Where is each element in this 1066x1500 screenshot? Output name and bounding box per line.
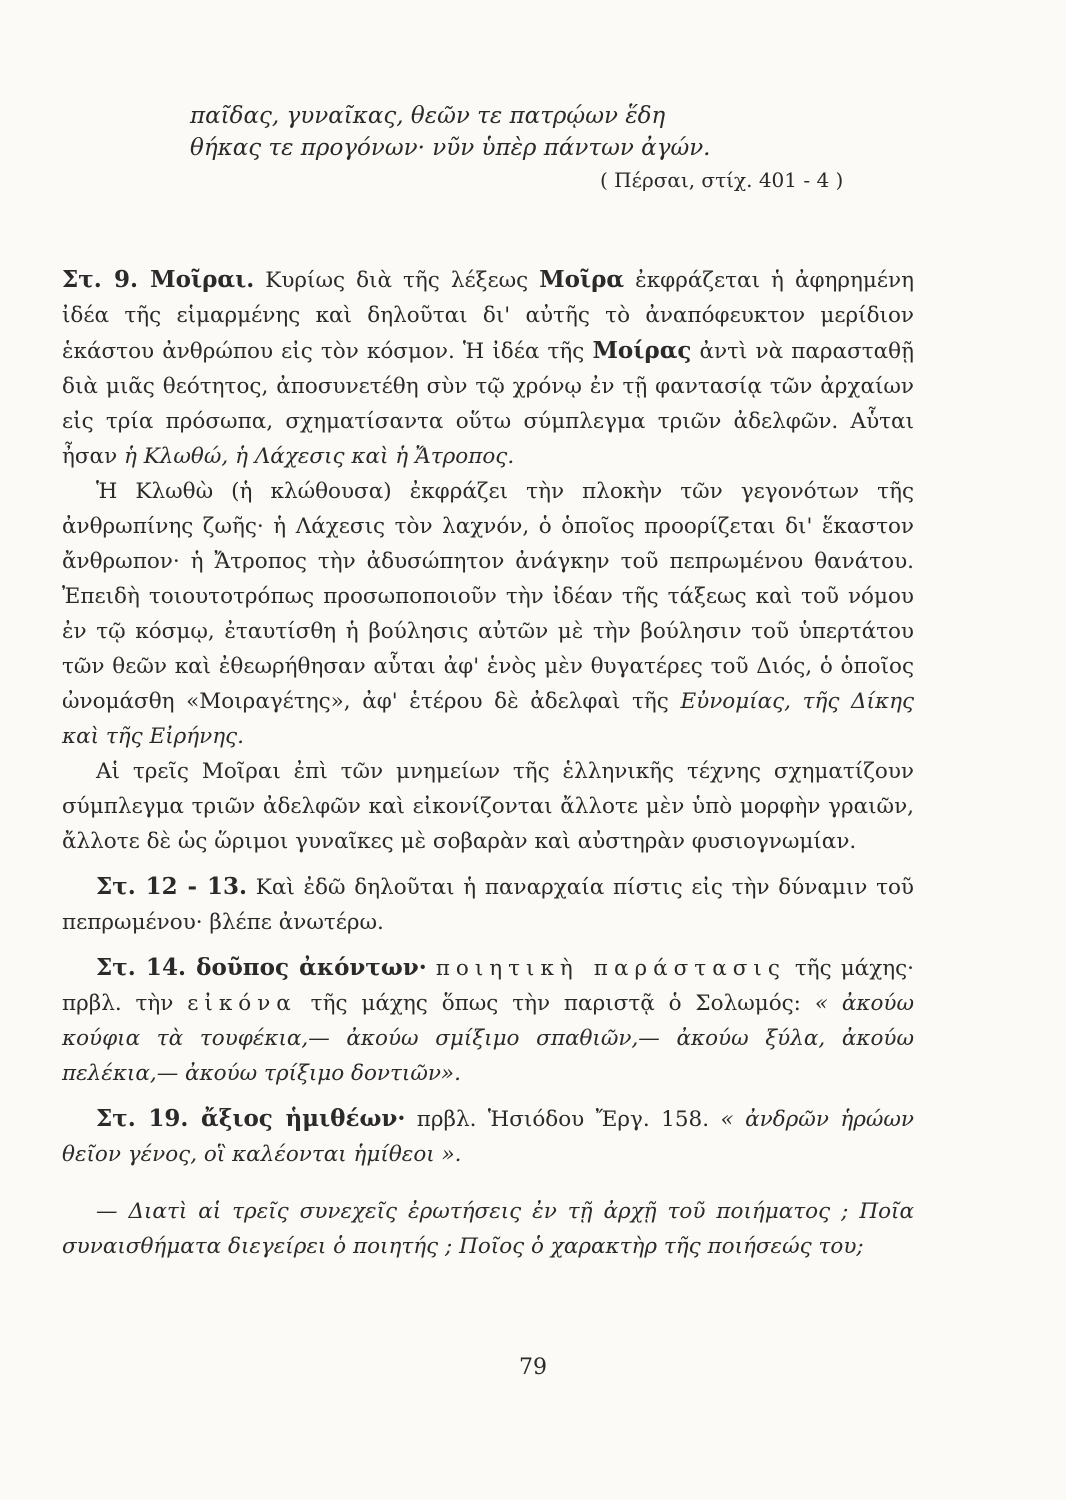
note-9-names: Εὐνομίας, τῆς Δίκης καὶ τῆς Εἰρήνης. [62, 689, 914, 749]
note-14-text: τῆς μάχης· πρβλ. τὴν [62, 956, 914, 1016]
note-9-text: ἐκφράζεται ἡ ἀφηρημένη ἰδέα τῆς εἱμαρμένης καὶ δηλοῦται δι' αὐτῆς τὸ ἀναπόφευκτον μερίδιον ἑκάστου ἀνθρώπου εἰς τὸν κόσμον. Ἡ ἰδέα τῆς [62, 268, 914, 364]
note-14 [62, 950, 914, 1091]
note-19-text: πρβλ. Ἡσιόδου Ἔργ. 158. [405, 1107, 721, 1132]
note-12-label: Στ. 12 - 13. [96, 873, 248, 900]
note-12 [62, 869, 914, 940]
note-9-term: Μοίρας [592, 337, 692, 364]
note-9-para-2 [62, 474, 914, 754]
note-14-quote: « ἀκούω κούφια τὰ τουφέκια,— ἀκούω σμίξιμο σπαθιῶν,— ἀκούω ξύλα, ἀκούω πελέκια,— ἀκούω τρίξιμο δοντιῶν». [62, 991, 915, 1086]
note-19-quote: « ἀνδρῶν ἡρώων θεῖον γένος, οἳ καλέονται ἡμίθεοι ». [62, 1107, 914, 1167]
note-9-label: Στ. 9. Μοῖραι. [62, 266, 255, 293]
note-19 [62, 1101, 914, 1172]
commentary [62, 262, 914, 1264]
note-9-text: Ἡ Κλωθὼ (ἡ κλώθουσα) ἐκφράζει τὴν πλοκὴν τῶν γεγονότων τῆς ἀνθρωπίνης ζωῆς· ἡ Λάχεσις τὸν λαχνόν, ὁ ὁποῖος προορίζεται δι' ἕκαστον ἄνθρωπον· ἡ Ἄτροπος τὴν ἀδυσώπητον ἀνάγκην τοῦ πεπρωμένου θανάτου. Ἐπειδὴ τοιουτοτρόπως προσωποποιοῦν τὴν ἰδέαν τῆς τάξεως καὶ τοῦ νόμου ἐν τῷ κόσμῳ, ἐταυτίσθη ἡ βούλησις αὐτῶν μὲ τὴν βούλησιν τοῦ ὑπερτάτου τῶν θεῶν καὶ ἐθεωρήθησαν αὗται ἀφ' ἑνὸς μὲν θυγατέρες τοῦ Διός, ὁ ὁποῖος ὠνομάσθη «Μοιραγέτης», ἀφ' ἑτέρου δὲ ἀδελφαὶ τῆς [62, 479, 914, 714]
page-number: 79 [519, 1355, 547, 1380]
note-9-term: Μοῖρα [539, 266, 625, 293]
study-questions: — Διατὶ αἱ τρεῖς συνεχεῖς ἐρωτήσεις ἐν τῇ ἀρχῇ τοῦ ποιήματος ; Ποῖα συναισθήματα διεγείρει ὁ ποιητής ; Ποῖος ὁ χαρακτὴρ τῆς ποιήσεώς του; [62, 1199, 914, 1259]
note-9-names: ἡ Κλωθώ, ἡ Λάχεσις καὶ ἡ Ἄτροπος. [123, 444, 515, 469]
note-9 [62, 262, 914, 474]
note-9-text: ἀντὶ νὰ παρασταθῇ διὰ μιᾶς θεότητος, ἀποσυνετέθη σὺν τῷ χρόνῳ ἐν τῇ φαντασίᾳ τῶν ἀρχαίων εἰς τρία πρόσωπα, σχηματίσαντα οὕτω σύμπλεγμα τριῶν ἀδελφῶν. Αὗται ἦσαν [62, 339, 914, 469]
note-14-text: τῆς μάχης ὅπως τὴν παριστᾷ ὁ Σολωμός: [296, 991, 815, 1016]
verse-line-1: παῖδας, γυναῖκας, θεῶν τε πατρῴων ἕδη [190, 103, 666, 129]
note-14-spaced-text: ποιητικὴ παράστασις [435, 956, 786, 981]
note-14-label: Στ. 14. δοῦπος ἀκόντων· [96, 954, 427, 981]
note-19-label: Στ. 19. ἄξιος ἡμιθέων· [96, 1105, 406, 1132]
note-9-para-3: Αἱ τρεῖς Μοῖραι ἐπὶ τῶν μνημείων τῆς ἑλληνικῆς τέχνης σχηματίζουν σύμπλεγμα τριῶν ἀδελφῶν καὶ εἰκονίζονται ἄλλοτε μὲν ὑπὸ μορφὴν γραιῶν, ἄλλοτε δὲ ὡς ὥριμοι γυναῖκες μὲ σοβαρὰν καὶ αὐστηρὰν φυσιογνωμίαν. [62, 759, 914, 854]
verse-line-2: θήκας τε προγόνων· νῦν ὑπὲρ πάντων ἀγών. [190, 135, 711, 161]
note-9-text: Κυρίως διὰ τῆς λέξεως [254, 268, 540, 293]
verse-quote [190, 100, 843, 196]
note-14-spaced-text: εἰκόνα [187, 991, 297, 1016]
note-12-text: Καὶ ἐδῶ δηλοῦται ἡ παναρχαία πίστις εἰς τὴν δύναμιν τοῦ πεπρωμένου· βλέπε ἀνωτέρω. [62, 875, 914, 935]
verse-reference: ( Πέρσαι, στίχ. 401 - 4 ) [600, 168, 844, 192]
